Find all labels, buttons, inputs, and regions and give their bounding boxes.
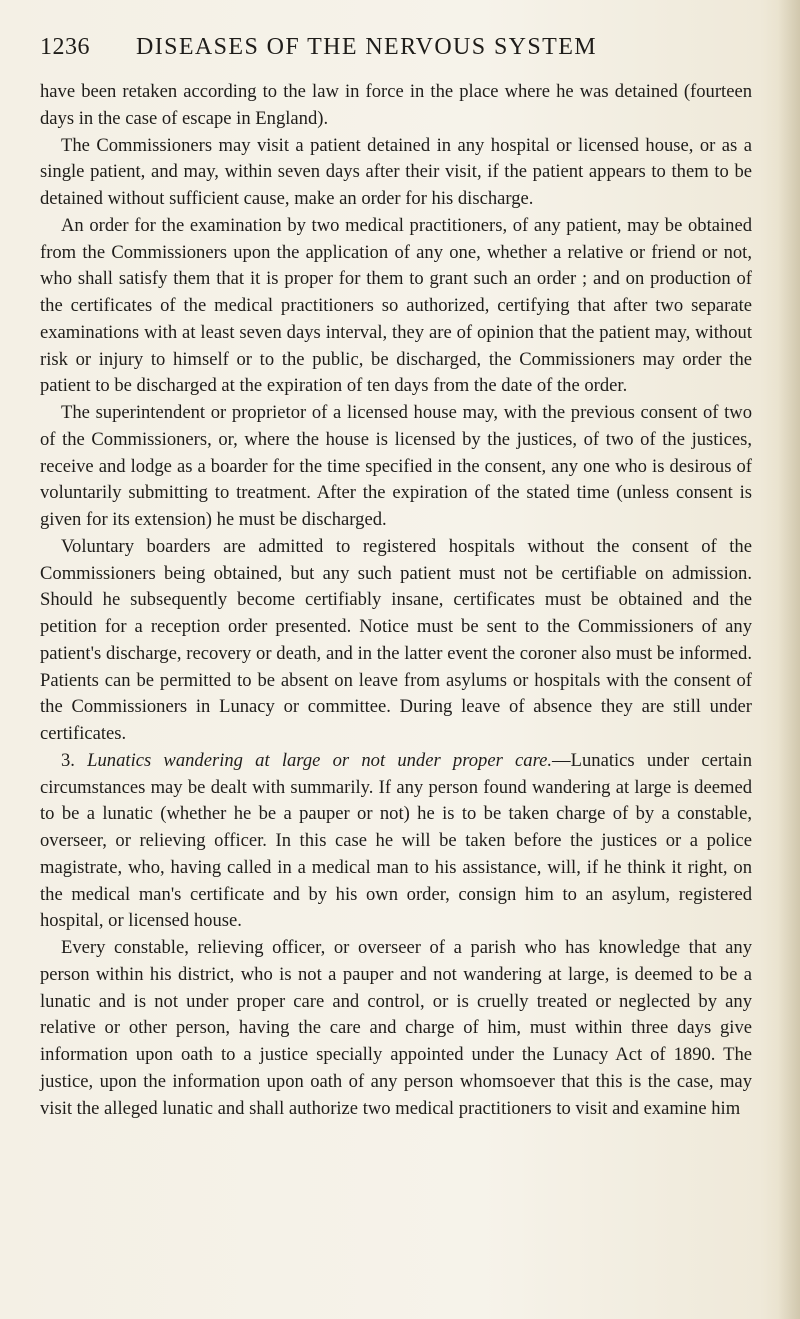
- paragraph-voluntary-boarders: Voluntary boarders are admitted to registered hospitals without the consent of the Commissioners being obtained, but any such patient must not be certifiable on admission. Should he subsequently become certifiably insane, certificates must be obtained and the petition for a reception order presented. Notice must be sent to the Commissioners of any patient's discharge, recovery or death, and in the latter event the coroner also must be informed. Patients can be permitted to be absent on leave from asylums or hospitals with the consent of the Commissioners in Lunacy or committee. During leave of absence they are still under certificates.: [40, 535, 752, 744]
- paragraph-continued: have been retaken according to the law in force in the place where he was detained (fourteen days in the case of escape in England).: [40, 81, 752, 129]
- paragraph-commissioners-visit: The Commissioners may visit a patient detained in any hospital or licensed house, or as a single patient, and may, within seven days after their visit, if the patient appears to them to be detained without sufficient cause, make an order for his discharge.: [40, 134, 752, 209]
- section-heading: Lunatics wandering at large or not under proper care.: [87, 749, 553, 771]
- running-head: DISEASES OF THE NERVOUS SYSTEM: [136, 34, 598, 60]
- page-header: [40, 34, 740, 70]
- page-edge-shadow: [778, 0, 800, 1319]
- section-number: 3.: [61, 749, 75, 771]
- paragraph-section-3: [40, 748, 752, 935]
- page-number: 1236: [40, 34, 90, 60]
- body-text: [40, 79, 752, 1122]
- paragraph-licensed-house-boarders: The superintendent or proprietor of a licensed house may, with the previous consent of two of the Commissioners, or, where the house is licensed by the justices, of two of the justices, receive and lodge as a boarder for the time specified in the consent, any one who is desirous of voluntarily submitting to treatment. After the expiration of the stated time (unless consent is given for its extension) he must be discharged.: [40, 402, 752, 530]
- section-text: —Lunatics under certain circumstances may be dealt with summarily. If any person found wandering at large is deemed to be a lunatic (whether he be a pauper or not) he is to be taken charge of by a constable, overseer, or relieving officer. In this case he will be taken before the justices or a police magistrate, who, having called in a medical man to his assistance, will, if he think it right, on the medical man's certificate and by his own order, consign him to an asylum, registered hospital, or licensed house.: [40, 749, 752, 932]
- paragraph-examination-order: An order for the examination by two medical practitioners, of any patient, may be obtained from the Commissioners upon the application of any one, whether a relative or friend or not, who shall satisfy them that it is proper for them to grant such an order ; and on production of the certificates of the medical practitioners so authorized, certifying that after two separate examinations with at least seven days interval, they are of opinion that the patient may, without risk or injury to himself or to the public, be discharged, the Commissioners may order the patient to be discharged at the expiration of ten days from the date of the order.: [40, 214, 752, 397]
- paragraph-constable-duty: Every constable, relieving officer, or overseer of a parish who has knowledge that any person within his district, who is not a pauper and not wandering at large, is deemed to be a lunatic and is not under proper care and control, or is cruelly treated or neglected by any relative or other person, having the care and charge of him, must within three days give information upon oath to a justice specially appointed under the Lunacy Act of 1890. The justice, upon the information upon oath of any person whomsoever that this is the case, may visit the alleged lunatic and shall authorize two medical practitioners to visit and examine him: [40, 937, 752, 1119]
